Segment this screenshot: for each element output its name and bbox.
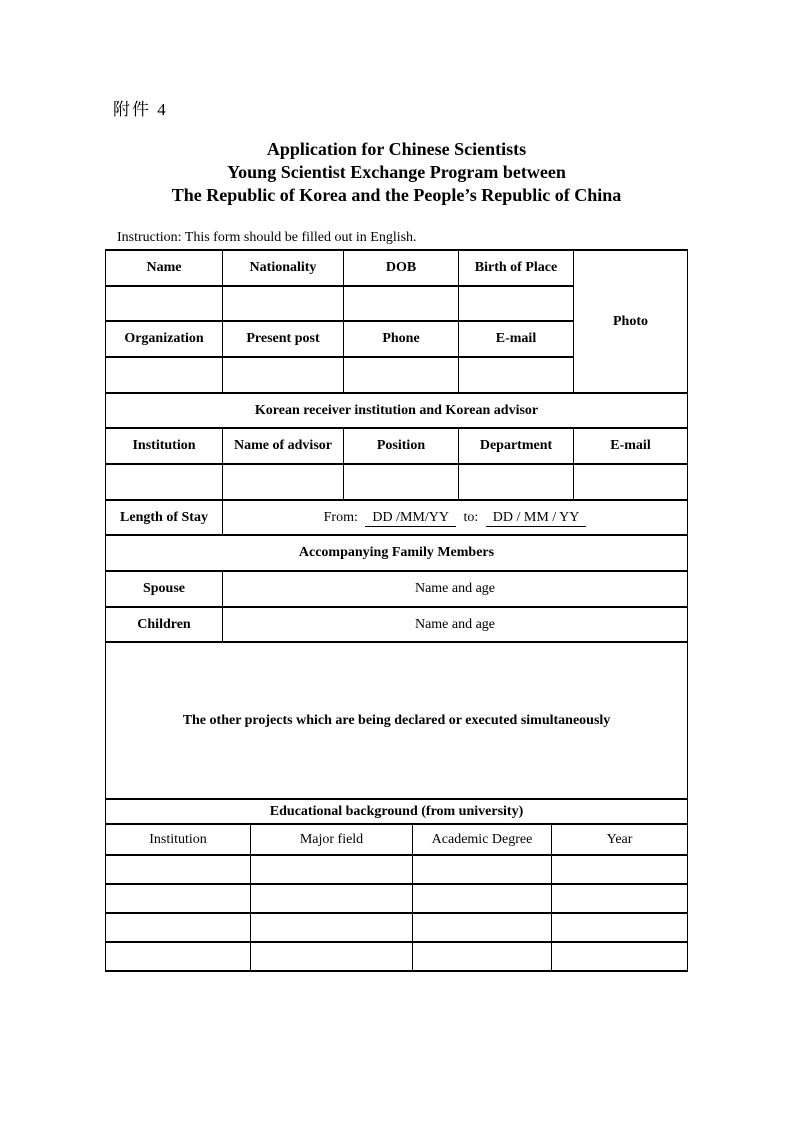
- other-projects-input-cell[interactable]: [106, 642, 688, 799]
- phone-input-cell[interactable]: [344, 357, 459, 393]
- education-section-title: Educational background (from university): [106, 799, 688, 824]
- photo-box[interactable]: Photo: [574, 250, 688, 393]
- document-title: [0, 138, 793, 207]
- position-header: Position: [344, 428, 459, 464]
- attachment-label: 附件 4: [113, 100, 168, 119]
- edu-year-input-cell[interactable]: [552, 913, 688, 942]
- organization-input-cell[interactable]: [106, 357, 223, 393]
- family-section-title: Accompanying Family Members: [106, 535, 688, 571]
- edu-academic-degree-input-cell[interactable]: [413, 942, 552, 971]
- application-form: [105, 249, 689, 972]
- edu-year-input-cell[interactable]: [552, 884, 688, 913]
- institution-header: Institution: [106, 428, 223, 464]
- personal-info-table: [105, 249, 688, 800]
- edu-major-field-input-cell[interactable]: [251, 913, 413, 942]
- name-header: Name: [106, 250, 223, 286]
- stay-dates: [322, 510, 589, 525]
- dob-input-cell[interactable]: [344, 286, 459, 321]
- position-input-cell[interactable]: [344, 464, 459, 500]
- edu-academic-degree-input-cell[interactable]: [413, 884, 552, 913]
- birthplace-input-cell[interactable]: [459, 286, 574, 321]
- to-date-field[interactable]: DD / MM / YY: [486, 509, 587, 527]
- edu-institution-input-cell[interactable]: [106, 855, 251, 884]
- from-date-field[interactable]: DD /MM/YY: [365, 509, 456, 527]
- email-header: E-mail: [459, 321, 574, 357]
- present-post-header: Present post: [223, 321, 344, 357]
- children-input-cell[interactable]: Name and age: [223, 607, 688, 642]
- education-table: [105, 798, 688, 972]
- edu-institution-input-cell[interactable]: [106, 913, 251, 942]
- edu-major-field-input-cell[interactable]: [251, 855, 413, 884]
- edu-institution-header: Institution: [106, 824, 251, 855]
- nationality-input-cell[interactable]: [223, 286, 344, 321]
- spouse-input-cell[interactable]: Name and age: [223, 571, 688, 607]
- to-label: to:: [463, 509, 479, 525]
- organization-header: Organization: [106, 321, 223, 357]
- title-line-2: Young Scientist Exchange Program between: [227, 162, 566, 182]
- other-projects-title: The other projects which are being declared or executed simultaneously: [182, 712, 611, 728]
- length-of-stay-value-cell[interactable]: [223, 500, 688, 535]
- department-header: Department: [459, 428, 574, 464]
- title-line-1: Application for Chinese Scientists: [266, 139, 527, 159]
- edu-year-input-cell[interactable]: [552, 942, 688, 971]
- instruction-text: Instruction: This form should be filled out in English.: [117, 230, 417, 245]
- advisor-name-input-cell[interactable]: [223, 464, 344, 500]
- nationality-header: Nationality: [223, 250, 344, 286]
- edu-institution-input-cell[interactable]: [106, 942, 251, 971]
- edu-major-field-input-cell[interactable]: [251, 884, 413, 913]
- edu-academic-degree-header: Academic Degree: [413, 824, 552, 855]
- korean-section-title: Korean receiver institution and Korean advisor: [106, 393, 688, 428]
- from-label: From:: [323, 509, 358, 525]
- dob-header: DOB: [344, 250, 459, 286]
- present-post-input-cell[interactable]: [223, 357, 344, 393]
- edu-major-field-header: Major field: [251, 824, 413, 855]
- email-input-cell[interactable]: [459, 357, 574, 393]
- department-input-cell[interactable]: [459, 464, 574, 500]
- advisor-name-header: Name of advisor: [223, 428, 344, 464]
- birthplace-header: Birth of Place: [459, 250, 574, 286]
- institution-input-cell[interactable]: [106, 464, 223, 500]
- edu-year-header: Year: [552, 824, 688, 855]
- advisor-email-header: E-mail: [574, 428, 688, 464]
- edu-major-field-input-cell[interactable]: [251, 942, 413, 971]
- phone-header: Phone: [344, 321, 459, 357]
- title-line-3: The Republic of Korea and the People’s Republic of China: [171, 185, 622, 205]
- edu-institution-input-cell[interactable]: [106, 884, 251, 913]
- edu-year-input-cell[interactable]: [552, 855, 688, 884]
- spouse-header: Spouse: [106, 571, 223, 607]
- name-input-cell[interactable]: [106, 286, 223, 321]
- advisor-email-input-cell[interactable]: [574, 464, 688, 500]
- edu-academic-degree-input-cell[interactable]: [413, 913, 552, 942]
- edu-academic-degree-input-cell[interactable]: [413, 855, 552, 884]
- length-of-stay-header: Length of Stay: [106, 500, 223, 535]
- children-header: Children: [106, 607, 223, 642]
